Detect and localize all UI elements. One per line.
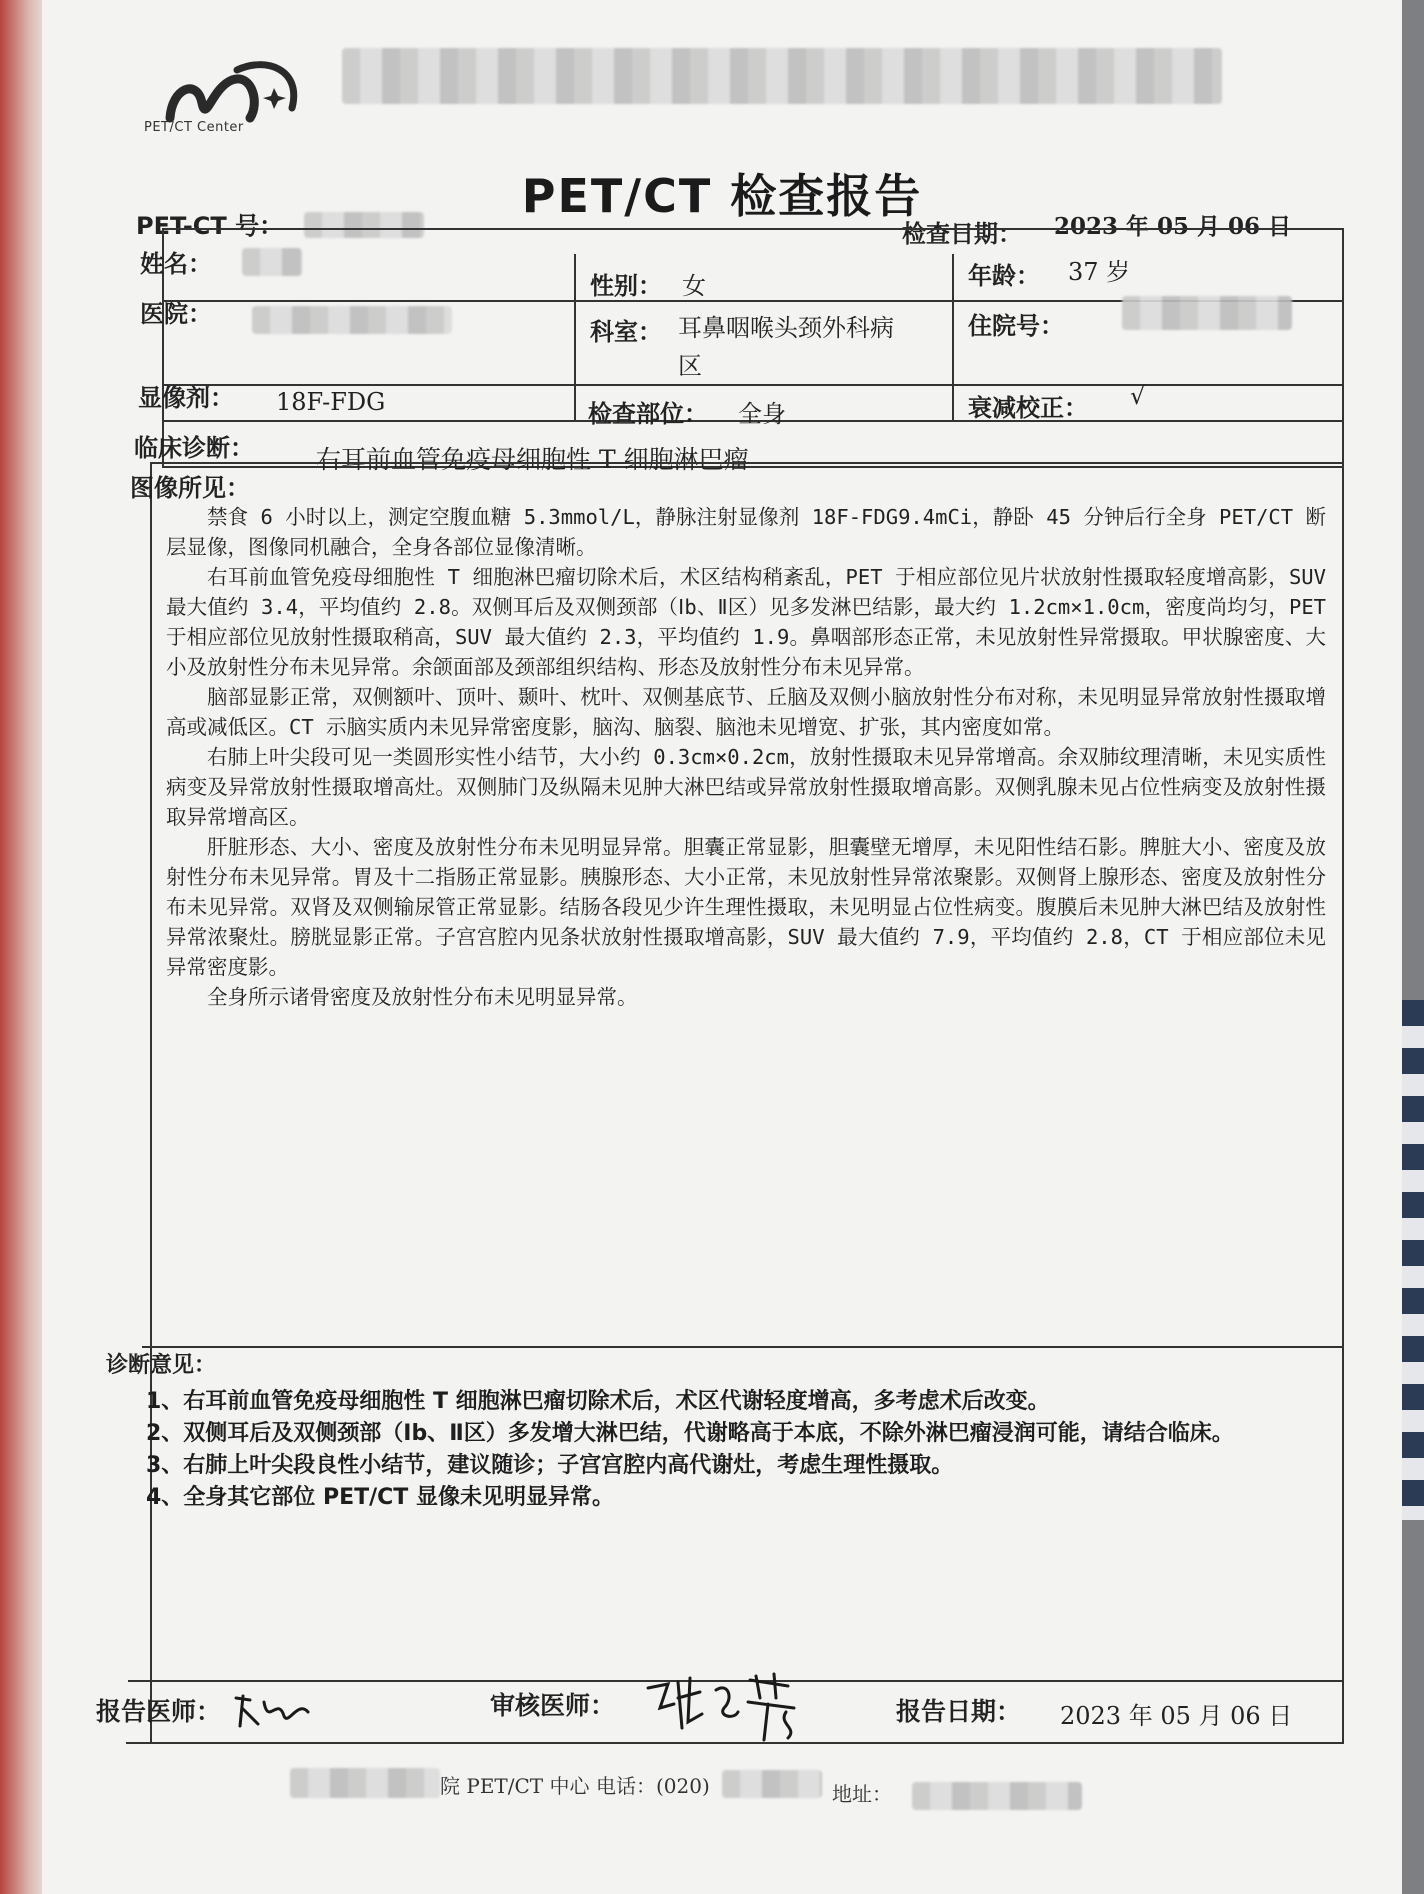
dept-value-line1: 耳鼻咽喉头颈外科病 bbox=[678, 314, 894, 342]
redacted-phone bbox=[722, 1770, 822, 1798]
exam-date: 2023 年 05 月 06 日 bbox=[1054, 213, 1292, 240]
conclusion-item: 2、双侧耳后及双侧颈部（Ⅰb、Ⅱ区）多发增大淋巴结，代谢略高于本底，不除外淋巴瘤浸润可能，请结合临床。 bbox=[146, 1421, 1234, 1446]
clinical-diagnosis-value: 右耳前血管免疫母细胞性 T 细胞淋巴瘤 bbox=[316, 445, 749, 474]
findings-paragraph: 右肺上叶尖段可见一类圆形实性小结节，大小约 0.3cm×0.2cm，放射性摄取未见异常增高。余双肺纹理清晰，未见实质性病变及异常放射性摄取增高灶。双侧肺门及纵隔未见肿大淋巴结或异常放射性摄取增高影。双侧乳腺未见占位性病变及放射性摄取异常增高区。 bbox=[166, 745, 1326, 829]
redacted-address bbox=[912, 1782, 1082, 1810]
footer-address-label: 地址： bbox=[832, 1782, 892, 1806]
patient-info-table bbox=[162, 228, 1344, 468]
background-left bbox=[0, 0, 48, 1894]
reporter-label: 报告医师： bbox=[96, 1697, 222, 1726]
redacted-hospital bbox=[252, 306, 452, 334]
conclusion-item: 1、右耳前血管免疫母细胞性 T 细胞淋巴瘤切除术后，术区代谢轻度增高，多考虑术后改变。 bbox=[146, 1389, 1050, 1414]
tracer-value: 18F-FDG bbox=[276, 388, 386, 416]
name-label: 姓名： bbox=[140, 250, 212, 278]
age-value: 37 岁 bbox=[1068, 258, 1131, 286]
section-rule bbox=[142, 1346, 1342, 1348]
redacted-admission-no bbox=[1122, 296, 1292, 330]
report-date-label: 报告日期： bbox=[896, 1697, 1022, 1726]
dept-label: 科室： bbox=[590, 318, 662, 346]
findings-paragraph: 肝脏形态、大小、密度及放射性分布未见明显异常。胆囊正常显影，胆囊壁无增厚，未见阳性结石影。脾脏大小、密度及放射性分布未见异常。胃及十二指肠正常显影。胰腺形态、大小正常，未见放射性异常浓聚影。双侧肾上腺形态、密度及放射性分布未见异常。双肾及双侧输尿管正常显影。结肠各段见少许生理性摄取，未见明显占位性病变。腹膜后未见肿大淋巴结及放射性异常浓聚灶。膀胱显影正常。子宫宫腔内见条状放射性摄取增高影，SUV 最大值约 7.9，平均值约 2.8，CT 于相应部位未见异常密度影。 bbox=[166, 835, 1326, 979]
admission-label: 住院号： bbox=[968, 312, 1064, 340]
findings-paragraph: 右耳前血管免疫母细胞性 T 细胞淋巴瘤切除术后，术区结构稍紊乱，PET 于相应部位见片状放射性摄取轻度增高影，SUV 最大值约 3.4，平均值约 2.8。双侧耳后及双侧颈部（Ⅰb、Ⅱ区）见多发淋巴结影，最大约 1.2cm×1.0cm，密度尚均匀，PET 于相应部位见放射性摄取稍高，SUV 最大值约 2.3，平均值约 1.9。鼻咽部形态正常，未见放射性异常摄取。甲状腺密度、大小及放射性分布未见异常。余颌面部及颈部组织结构、形态及放射性分布未见异常。 bbox=[166, 565, 1326, 679]
attenuation-value: √ bbox=[1130, 382, 1146, 410]
page-title: PET/CT 检查报告 bbox=[521, 169, 923, 223]
table-rule bbox=[952, 254, 954, 420]
report-sheet bbox=[42, 0, 1402, 1894]
attenuation-label: 衰减校正： bbox=[968, 394, 1088, 422]
petct-no-label: PET-CT 号： bbox=[136, 212, 284, 240]
table-rule bbox=[162, 384, 1342, 386]
exam-date-label: 检查日期： bbox=[902, 220, 1022, 248]
report-date: 2023 年 05 月 06 日 bbox=[1060, 1702, 1293, 1730]
reporter-signature-icon bbox=[228, 1686, 318, 1736]
dept-value-line2: 区 bbox=[678, 352, 702, 380]
findings-paragraph: 禁食 6 小时以上，测定空腹血糖 5.3mmol/L，静脉注射显像剂 18F-FDG9.4mCi，静卧 45 分钟后行全身 PET/CT 断层显像，图像同机融合，全身各部位显像清晰。 bbox=[166, 505, 1326, 559]
findings-label: 图像所见： bbox=[130, 474, 250, 502]
reviewer-label: 审核医师： bbox=[490, 1691, 616, 1720]
findings-paragraph: 全身所示诸骨密度及放射性分布未见明显异常。 bbox=[207, 985, 638, 1009]
conclusion-list bbox=[146, 1386, 1336, 1514]
redacted-name bbox=[242, 248, 302, 276]
tracer-label: 显像剂： bbox=[138, 384, 234, 412]
conclusion-item: 4、全身其它部位 PET/CT 显像未见明显异常。 bbox=[146, 1485, 614, 1510]
age-label: 年龄： bbox=[968, 262, 1040, 290]
findings-text bbox=[166, 502, 1326, 1012]
findings-paragraph: 脑部显影正常，双侧额叶、顶叶、颞叶、枕叶、双侧基底节、丘脑及双侧小脑放射性分布对称，未见明显异常放射性摄取增高或减低区。CT 示脑实质内未见异常密度影，脑沟、脑裂、脑池未见增宽、扩张，其内密度如常。 bbox=[166, 685, 1326, 739]
redacted-hospital-name bbox=[342, 48, 1222, 104]
footer-phone-label: 电话：(020) bbox=[596, 1774, 710, 1798]
sex-value: 女 bbox=[682, 272, 706, 300]
section-rule bbox=[150, 462, 1342, 464]
logo-caption: PET/CT Center bbox=[144, 120, 244, 135]
reviewer-signature-icon bbox=[638, 1668, 808, 1748]
conclusion-label: 诊断意见： bbox=[106, 1353, 217, 1378]
footer-center: 院 PET/CT 中心 bbox=[440, 1774, 590, 1798]
redacted-center-name bbox=[290, 1768, 440, 1798]
region-value: 全身 bbox=[738, 400, 786, 428]
conclusion-item: 3、右肺上叶尖段良性小结节，建议随诊；子宫宫腔内高代谢灶，考虑生理性摄取。 bbox=[146, 1453, 954, 1478]
clinical-diagnosis-label: 临床诊断： bbox=[134, 434, 254, 462]
sex-label: 性别： bbox=[590, 272, 662, 300]
hospital-label: 医院： bbox=[140, 300, 212, 328]
region-label: 检查部位： bbox=[588, 400, 708, 428]
table-rule bbox=[574, 254, 576, 420]
